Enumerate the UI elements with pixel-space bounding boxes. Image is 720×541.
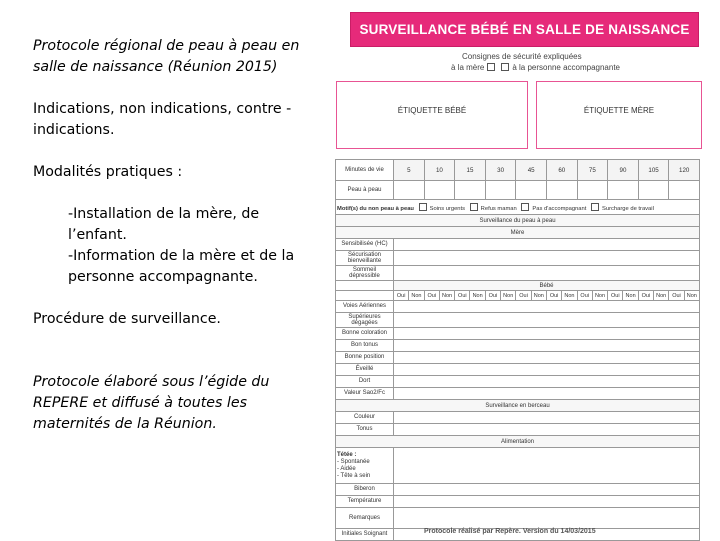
berceau-header: Surveillance en berceau (336, 400, 700, 412)
non-cell: Non (501, 291, 516, 301)
mere-row-label: Sommeil dépressible (336, 266, 394, 281)
oui-cell: Oui (394, 291, 409, 301)
bebe-row-label: Bonne position (336, 352, 394, 364)
consignes-accomp-label: à la personne accompagnante (512, 63, 620, 72)
consignes-line: Consignes de sécurité expliquées (462, 52, 582, 61)
minute-cell: 90 (608, 160, 639, 181)
consignes-mere-label: à la mère (451, 63, 485, 72)
oui-cell: Oui (485, 291, 500, 301)
initiales-label: Initiales Soignant (336, 529, 394, 541)
etiquette-bebe-box (336, 81, 528, 149)
peau-a-peau-label: Peau à peau (336, 181, 394, 200)
tetee-cell (336, 448, 394, 484)
bebe-row-label: Dort (336, 376, 394, 388)
remarques-label: Remarques (336, 508, 394, 529)
surveillance-grid (335, 159, 700, 541)
bebe-header: Bébé (394, 281, 700, 291)
berceau-row-label: Tonus (336, 424, 394, 436)
modalites-item-2: -Information de la mère et de la personne accompagnante. (68, 248, 295, 285)
oui-non-row (336, 291, 700, 301)
berceau-row-label: Couleur (336, 412, 394, 424)
motif-refus: Refus maman (480, 205, 517, 212)
form-footer: Protocole réalisé par Repère. Version du 14/03/2015 (424, 528, 596, 535)
minute-cell: 5 (394, 160, 425, 181)
motif-surcharge: Surcharge de travail (601, 205, 654, 212)
minute-cell: 30 (485, 160, 516, 181)
peau-a-peau-row (336, 181, 700, 200)
tetee-item: - Spontanée (337, 458, 370, 465)
minutes-label: Minutes de vie (336, 160, 394, 181)
surveillance-pap-header: Surveillance du peau à peau (336, 215, 700, 227)
checkbox-soins (419, 203, 427, 211)
oui-cell: Oui (516, 291, 531, 301)
non-cell: Non (684, 291, 699, 301)
motif-label: Motif(s) du non peau à peau (337, 205, 414, 212)
checkbox-refus (470, 203, 478, 211)
minute-cell: 10 (424, 160, 455, 181)
minutes-row (336, 160, 700, 181)
consignes-block (451, 52, 620, 72)
tetee-item: - Aidée (337, 465, 356, 472)
etiquette-mere-label: ÉTIQUETTE MÈRE (583, 106, 655, 115)
bebe-row-label: Bonne coloration (336, 328, 394, 340)
checkbox-mere (487, 63, 495, 71)
minute-cell: 105 (638, 160, 669, 181)
bebe-row-label: Bon tonus (336, 340, 394, 352)
non-cell: Non (470, 291, 485, 301)
motif-soins: Soins urgents (429, 205, 466, 212)
checkbox-accompagnant (501, 63, 509, 71)
checkbox-accomp (521, 203, 529, 211)
oui-cell: Oui (608, 291, 623, 301)
oui-cell: Oui (455, 291, 470, 301)
checkbox-surcharge (591, 203, 599, 211)
protocol-title: Protocole régional de peau à peau en salle de naissance (Réunion 2015) (33, 38, 300, 75)
modalites-heading: Modalités pratiques : (33, 164, 183, 180)
form-title-bar (350, 12, 699, 47)
surveillance-form-image (334, 8, 702, 540)
minute-cell: 120 (669, 160, 700, 181)
alimentation-header: Alimentation (336, 436, 700, 448)
left-text-column (33, 36, 308, 435)
oui-cell: Oui (669, 291, 684, 301)
minute-cell: 15 (455, 160, 486, 181)
form-title: SURVEILLANCE BÉBÉ EN SALLE DE NAISSANCE (359, 22, 690, 37)
non-cell: Non (439, 291, 454, 301)
non-cell: Non (531, 291, 546, 301)
non-cell: Non (654, 291, 669, 301)
procedure-text: Procédure de surveillance. (33, 311, 221, 327)
non-cell: Non (409, 291, 424, 301)
bebe-row-label: Valeur Sao2/Fc (336, 388, 394, 400)
etiquette-bebe-label: ÉTIQUETTE BÉBÉ (397, 106, 467, 115)
oui-cell: Oui (424, 291, 439, 301)
mere-header: Mère (336, 227, 700, 239)
motif-row (336, 200, 700, 215)
biberon-label: Biberon (336, 484, 394, 496)
non-cell: Non (562, 291, 577, 301)
bebe-row-label: Éveillé (336, 364, 394, 376)
etiquette-mere-box (536, 81, 702, 149)
non-cell: Non (592, 291, 607, 301)
bebe-row-label: Voies Aériennes (336, 301, 394, 313)
protocole-note: Protocole élaboré sous l’égide du REPERE et diffusé à toutes les maternités de la Réunion. (33, 374, 270, 432)
temperature-label: Température (336, 496, 394, 508)
motif-accomp: Pas d'accompagnant (532, 205, 587, 212)
mere-row-label: Sécurisation bienveillante (336, 251, 394, 266)
oui-cell: Oui (546, 291, 561, 301)
minute-cell: 75 (577, 160, 608, 181)
minute-cell: 60 (546, 160, 577, 181)
minute-cell: 45 (516, 160, 547, 181)
modalites-item-1: -Installation de la mère, de l’enfant. (68, 206, 260, 243)
tetee-item: - Tête à sein (337, 472, 371, 479)
tetee-title: Tétée : (337, 451, 357, 458)
non-cell: Non (623, 291, 638, 301)
oui-cell: Oui (638, 291, 653, 301)
bebe-row-label: Supérieures dégagées (336, 313, 394, 328)
indications-text: Indications, non indications, contre -indications. (33, 101, 292, 138)
mere-row-label: Sensibilisée (HC) (336, 239, 394, 251)
oui-cell: Oui (577, 291, 592, 301)
